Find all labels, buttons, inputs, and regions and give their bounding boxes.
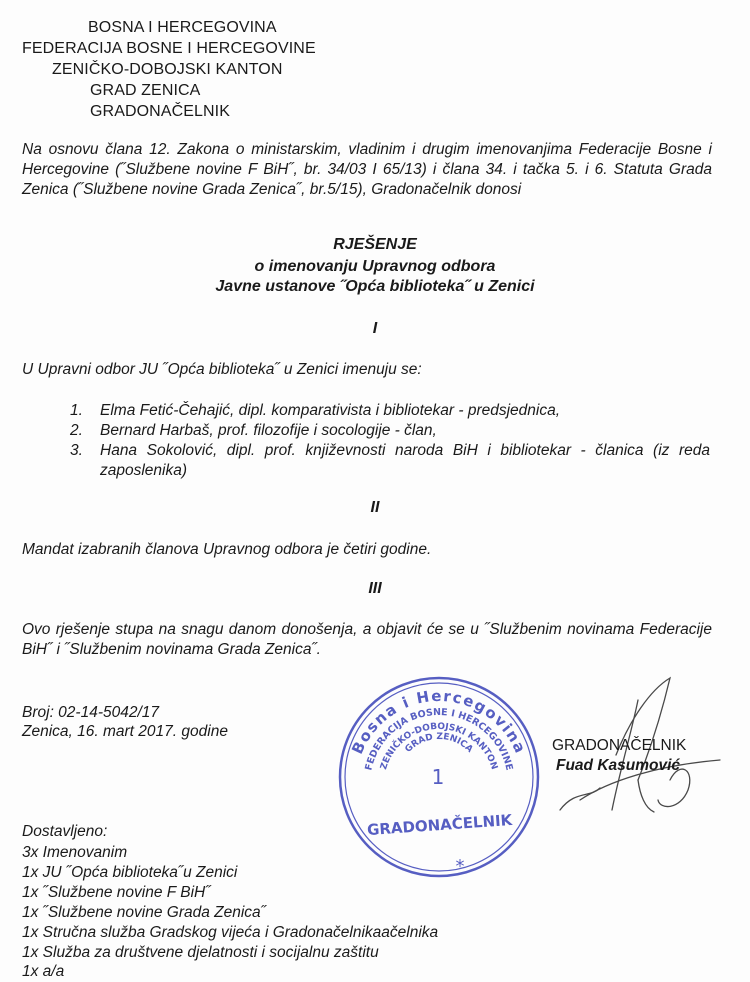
stamp-federation-text: FEDERACIJA BOSNE I HERCEGOVINE <box>363 706 515 772</box>
list-item: 1x JU ˝Opća biblioteka˝u Zenici <box>22 864 238 881</box>
section-numeral-3: III <box>368 580 382 597</box>
header-line-office: GRADONAČELNIK <box>90 103 230 120</box>
list-item <box>70 401 710 421</box>
header-line-city: GRAD ZENICA <box>90 82 201 99</box>
list-item-number: 2. <box>70 422 83 439</box>
document-subtitle-2: Javne ustanove ˝Opća biblioteka˝ u Zenici <box>215 278 535 295</box>
member-list <box>70 401 710 481</box>
list-item: 1x Služba za društvene djelatnosti i socijalnu zaštitu <box>22 944 379 961</box>
svg-text:*: * <box>455 856 465 877</box>
section-2-text: Mandat izabranih članova Upravnog odbora je četiri godine. <box>22 541 432 558</box>
signatory-name: Fuad Kasumović <box>556 757 681 774</box>
distribution-label: Dostavljeno: <box>22 823 108 840</box>
section-numeral-2: II <box>370 499 380 516</box>
list-item: 1x ˝Službene novine Grada Zenica˝ <box>22 904 266 921</box>
preamble: Na osnovu člana 12. Zakona o ministarskim, vladinim i drugim imenovanjima Federacije Bosne i Hercegovine (˝Službene novine F BiH˝, br. 34/03 I 65/13) i člana 34. i tačka 5. i 6. Statuta Grada Zenica (˝Službene novine Grada Zenica˝, br.5/15), Gradonačelnik donosi <box>22 141 712 198</box>
document-subtitle-1: o imenovanju Upravnog odbora <box>254 258 496 275</box>
document-title: RJEŠENJE <box>333 236 417 253</box>
list-item-text: Bernard Harbaš, prof. filozofije i socologije - član, <box>100 422 437 439</box>
list-item-number: 1. <box>70 402 83 419</box>
reference-date: Zenica, 16. mart 2017. godine <box>22 723 228 740</box>
list-item: 1x a/a <box>22 963 65 980</box>
list-item <box>70 421 710 441</box>
list-item-number: 3. <box>70 442 83 459</box>
list-item-text: Hana Sokolović, dipl. prof. književnosti naroda BiH i bibliotekar - članica (iz reda zaposlenika) <box>100 442 710 479</box>
section-3-text: Ovo rješenje stupa na snagu danom donošenja, a objavit će se u ˝Službenim novinama Federacije BiH˝ i ˝Službenim novinama Grada Zenica˝. <box>22 621 712 658</box>
list-item: 1x Stručna služba Gradskog vijeća i Gradonačelnikaačelnika <box>22 924 439 941</box>
list-item-text: Elma Fetić-Čehajić, dipl. komparativista i bibliotekar - predsjednica, <box>100 402 561 419</box>
header-line-country: BOSNA I HERCEGOVINA <box>88 19 277 36</box>
official-stamp-icon <box>334 672 544 882</box>
section-1-intro: U Upravni odbor JU ˝Opća biblioteka˝ u Zenici imenuju se: <box>22 361 422 378</box>
list-item <box>70 441 710 481</box>
stamp-office-text: GRADONAČELNIK <box>366 810 513 840</box>
stamp-outer-text: Bosna i Hercegovina <box>348 686 530 757</box>
stamp-number: 1 <box>431 765 445 789</box>
stamp-city-text: GRAD ZENICA <box>403 731 475 755</box>
header-line-federation: FEDERACIJA BOSNE I HERCEGOVINE <box>22 40 316 57</box>
stamp-canton-text: ZENIČKO-DOBOJSKI KANTON <box>379 721 499 771</box>
section-numeral-1: I <box>372 320 378 337</box>
list-item: 1x ˝Službene novine F BiH˝ <box>22 884 211 901</box>
header-line-canton: ZENIČKO-DOBOJSKI KANTON <box>52 61 283 78</box>
list-item: 3x Imenovanim <box>22 844 128 861</box>
signatory-title: GRADONAČELNIK <box>552 737 687 754</box>
reference-number: Broj: 02-14-5042/17 <box>22 704 160 721</box>
